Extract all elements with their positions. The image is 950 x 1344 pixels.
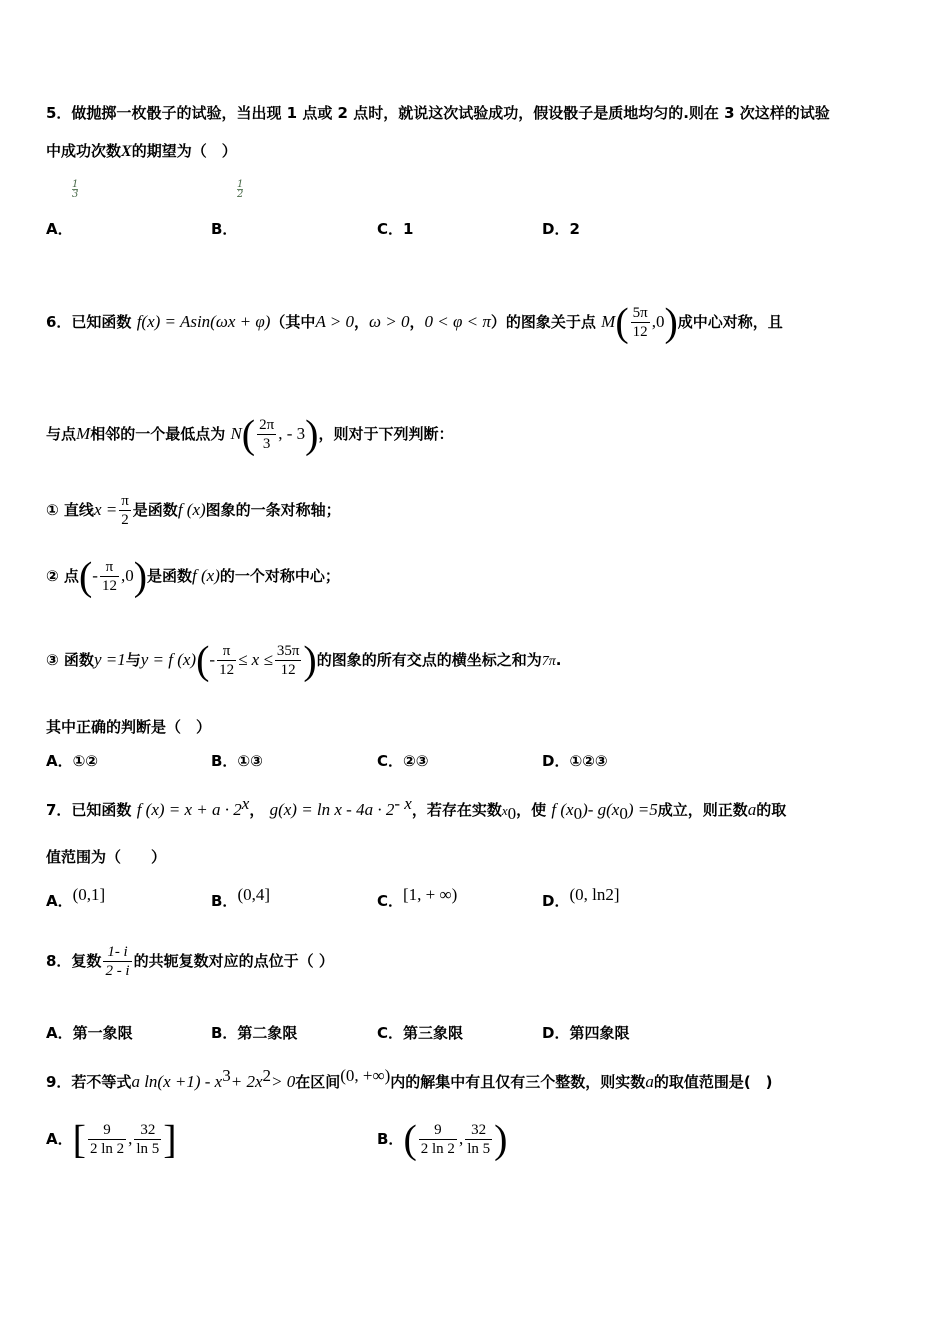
q6-s2-a: ② 点 — [46, 567, 79, 585]
q6-tail2: 成中心对称，且 — [677, 313, 783, 331]
q6-point-n-label: N — [230, 424, 242, 443]
q9-tail: 内的解集中有且仅有三个整数，则实数 — [390, 1073, 646, 1091]
q6-m-y: ,0 — [651, 312, 665, 331]
q9-opt-a-n1: 9 — [88, 1121, 126, 1140]
q6-statement-2 — [46, 548, 340, 604]
q6-n-y: , - 3 — [278, 424, 306, 443]
q7-option-a[interactable] — [46, 880, 105, 916]
q5-option-c[interactable]: C．1 — [377, 220, 414, 238]
q6-s1-c: 图象的一条对称轴； — [205, 501, 341, 519]
q7-x0-sub: 0 — [507, 804, 517, 823]
q9-opt-a-label: A． — [46, 1130, 73, 1148]
q9-tail2: 的取值范围是( ) — [653, 1073, 773, 1091]
q6-s3-frac1 — [217, 642, 236, 679]
q6-s2-sign: - — [92, 566, 98, 585]
q6-s1-num: π — [121, 493, 129, 509]
q9-opt-a-comma: , — [128, 1129, 133, 1148]
q9-option-a[interactable] — [46, 1114, 177, 1164]
q6-n-lparen: ( — [241, 411, 256, 457]
q8-option-c[interactable]: C．第三象限 — [377, 1024, 464, 1042]
q5-line2 — [46, 140, 237, 161]
q6-option-d[interactable]: D．①②③ — [542, 752, 608, 770]
q6-s3-a: ③ 函数 — [46, 651, 94, 669]
q5-var-x: X — [121, 143, 132, 160]
q6-tail1: ）的图象关于点 — [490, 313, 596, 331]
q7-opt-c-label: C． — [377, 892, 404, 910]
q6-s3-yf: y = f (x) — [140, 650, 197, 669]
q6-s2-lparen: ( — [78, 553, 93, 599]
q7-eq3: ) =5 — [627, 800, 658, 819]
q9-opt-b-d2: ln 5 — [467, 1141, 491, 1157]
q5-a-den: 3 — [72, 189, 79, 200]
q5-option-a[interactable]: A． — [46, 220, 73, 238]
q6-s1-fx: f (x) — [177, 500, 206, 519]
q5-option-d[interactable]: D．2 — [542, 220, 580, 238]
q6-s3-den1: 12 — [219, 662, 235, 678]
q7-line2: 值范围为（ ） — [46, 848, 167, 866]
q6-s2-frac — [100, 558, 119, 595]
q6-s1-den: 2 — [121, 512, 129, 528]
q8-frac — [103, 943, 131, 980]
q9-opt-b-rparen: ) — [494, 1116, 508, 1162]
q7-comma: ， — [249, 801, 265, 819]
q6-n-num: 2π — [259, 417, 275, 433]
q9-option-b[interactable] — [377, 1114, 507, 1164]
q5-stem-2b: 的期望为（ ） — [131, 142, 237, 160]
q7-opt-d-val: (0, ln2] — [569, 885, 620, 904]
q6-s3-c: 的图象的所有交点的横坐标之和为 — [316, 651, 542, 669]
q6-s2-num: π — [100, 558, 119, 577]
q9-opt-b-n2: 32 — [465, 1121, 492, 1140]
q5-b-num: 1 — [237, 179, 244, 190]
q9-a: a — [645, 1072, 654, 1091]
q6-s3-b: 与 — [125, 651, 141, 669]
q9-interval: (0, +∞) — [340, 1066, 391, 1085]
q9-opt-b-frac1 — [419, 1121, 457, 1158]
q8-option-b[interactable]: B．第二象限 — [211, 1024, 298, 1042]
q7-eq2: )- g(x — [582, 800, 620, 819]
q7-tail: 成立，则正数 — [657, 801, 748, 819]
q8-tail: 的共轭复数对应的点位于（ ） — [133, 952, 334, 970]
q6-m-lparen: ( — [615, 299, 629, 345]
q6-s1-frac — [119, 492, 131, 529]
q9-opt-a-n2: 32 — [134, 1121, 161, 1140]
q7-gx: g(x) = ln x - 4a · 2 — [269, 800, 395, 819]
q5-option-b[interactable]: B． — [211, 220, 238, 238]
q6-s3-y1: y =1 — [93, 650, 126, 669]
q6-function: f(x) = Asin(ωx + φ) — [136, 312, 271, 331]
q7-a: a — [747, 800, 757, 819]
q8-option-d[interactable]: D．第四象限 — [542, 1024, 630, 1042]
q7-option-b[interactable] — [211, 880, 270, 916]
q7-eq: f (x — [551, 800, 574, 819]
q8-option-a[interactable]: A．第一象限 — [46, 1024, 133, 1042]
q6-point-m-label: M — [601, 312, 616, 331]
q9-opt-b-comma: , — [458, 1129, 464, 1148]
q8-line1 — [46, 938, 334, 984]
q6-m-rparen: ) — [664, 299, 678, 345]
q6-s3-num1: π — [217, 642, 236, 661]
q9-ineq: a ln(x +1) - x — [131, 1072, 223, 1091]
q6-s3-num2: 35π — [276, 643, 300, 659]
q8-num: 1- i — [103, 943, 131, 962]
q9-mid: 在区间 — [295, 1073, 341, 1091]
q9-opt-b-d1: 2 ln 2 — [420, 1141, 455, 1157]
q6-s2-y: ,0 — [120, 566, 134, 585]
q7-opt-b-val: (0,4] — [237, 885, 271, 904]
q6-s2-c: 的一个对称中心； — [219, 567, 340, 585]
q6-n-frac — [257, 416, 276, 453]
q6-s1-b: 是函数 — [132, 501, 178, 519]
q9-lead: 9．若不等式 — [46, 1073, 132, 1091]
q6-option-a[interactable]: A．①② — [46, 752, 99, 770]
q5-a-num: 1 — [72, 179, 79, 190]
q8-den: 2 - i — [105, 963, 130, 979]
q9-opt-a-lbracket: [ — [72, 1116, 86, 1162]
q6-which: 其中正确的判断是（ ） — [46, 718, 212, 736]
q6-line1 — [46, 292, 783, 352]
q6-s3-den2: 12 — [280, 662, 296, 678]
q6-m-den: 12 — [632, 324, 648, 340]
q9-opt-b-frac2 — [465, 1121, 492, 1158]
q6-option-c[interactable]: C．②③ — [377, 752, 429, 770]
q6-line2-a: 与点 — [46, 425, 77, 443]
q7-gx-exp: - x — [394, 794, 412, 813]
q6-s3-le: ≤ x ≤ — [238, 650, 273, 669]
q7-tail2: 的取 — [756, 801, 787, 819]
q7-fx-exp: x — [241, 794, 250, 813]
q6-s3-lparen: ( — [196, 637, 210, 683]
q7-opt-d-label: D． — [542, 892, 570, 910]
q9-opt-a-rbracket: ] — [163, 1116, 177, 1162]
q7-line1 — [46, 784, 786, 834]
q9-line1 — [46, 1056, 773, 1102]
q6-comma2: ， — [409, 313, 425, 331]
q7-mid2: ，使 — [516, 801, 547, 819]
q9-ineq3: > 0 — [271, 1072, 296, 1091]
q6-qizhong: （其中 — [270, 313, 316, 331]
q9-opt-b-label: B． — [377, 1130, 404, 1148]
q6-s2-den: 12 — [101, 578, 117, 594]
q6-line2 — [46, 404, 453, 464]
q6-m-num: 5π — [632, 305, 648, 321]
q7-lead: 7．已知函数 — [46, 801, 132, 819]
q6-n-den: 3 — [262, 436, 271, 452]
q7-eq-sub: 0 — [573, 804, 583, 823]
q6-s3-rparen: ) — [303, 637, 317, 683]
q6-n-rparen: ) — [305, 411, 319, 457]
q6-line2-b: 相邻的一个最低点为 — [90, 425, 226, 443]
q6-line2-m: M — [76, 424, 91, 443]
q9-opt-a-d1: 2 ln 2 — [89, 1141, 125, 1157]
q7-mid: ，若存在实数 — [411, 801, 502, 819]
q9-ineq2: + 2x — [230, 1072, 263, 1091]
q6-s3-sign: - — [209, 650, 216, 669]
q5-option-a-image — [72, 180, 78, 199]
q6-s2-fx: f (x) — [192, 566, 220, 585]
q5-line1 — [46, 102, 830, 123]
q5-b-den: 2 — [237, 189, 244, 200]
q9-e3: 3 — [222, 1066, 231, 1085]
q9-opt-b-lparen: ( — [403, 1116, 417, 1162]
q5-option-b-image — [237, 180, 243, 199]
q6-s3-answer: 7π — [541, 654, 556, 669]
q7-opt-a-val: (0,1] — [72, 885, 106, 904]
q6-s2-rparen: ) — [133, 553, 148, 599]
q6-cond-omega: ω > 0 — [369, 312, 410, 331]
q6-lead: 6．已知函数 — [46, 313, 132, 331]
q6-line2-c: ，则对于下列判断： — [318, 425, 454, 443]
q6-option-b[interactable]: B．①③ — [211, 752, 263, 770]
q9-opt-b-n1: 9 — [419, 1121, 457, 1140]
q7-option-d[interactable] — [542, 880, 620, 916]
q6-s3-dot: . — [555, 651, 562, 669]
q6-s1-a: ① 直线 — [46, 501, 94, 519]
q6-statement-1 — [46, 490, 341, 530]
q7-opt-c-val: [1, + ∞) — [403, 885, 458, 904]
q8-lead: 8．复数 — [46, 952, 102, 970]
q5-stem-2a: 中成功次数 — [46, 142, 122, 160]
q6-m-frac — [631, 304, 650, 341]
q7-eq2-sub: 0 — [619, 804, 628, 823]
q9-opt-a-frac1 — [88, 1121, 126, 1158]
q6-cond-a: A > 0 — [315, 312, 354, 331]
q7-x0: x — [501, 803, 508, 818]
q6-comma1: ， — [354, 313, 370, 331]
q7-fx: f (x) = x + a · 2 — [136, 800, 242, 819]
q6-cond-phi: 0 < φ < π — [424, 312, 491, 331]
q6-s2-b: 是函数 — [147, 567, 193, 585]
q6-statement-3 — [46, 630, 561, 692]
q9-opt-a-frac2 — [134, 1121, 161, 1158]
q7-opt-b-label: B． — [211, 892, 238, 910]
q9-e2: 2 — [262, 1066, 272, 1085]
q7-option-c[interactable] — [377, 880, 457, 916]
q6-s1-x: x = — [93, 500, 118, 519]
q7-opt-a-label: A． — [46, 892, 73, 910]
q9-opt-a-d2: ln 5 — [136, 1141, 160, 1157]
q5-stem: 5．做抛掷一枚骰子的试验，当出现 1 点或 2 点时，就说这次试验成功，假设骰子是质地均匀的.则在 3 次这样的试验 — [46, 104, 830, 122]
q6-s3-frac2 — [275, 642, 302, 679]
